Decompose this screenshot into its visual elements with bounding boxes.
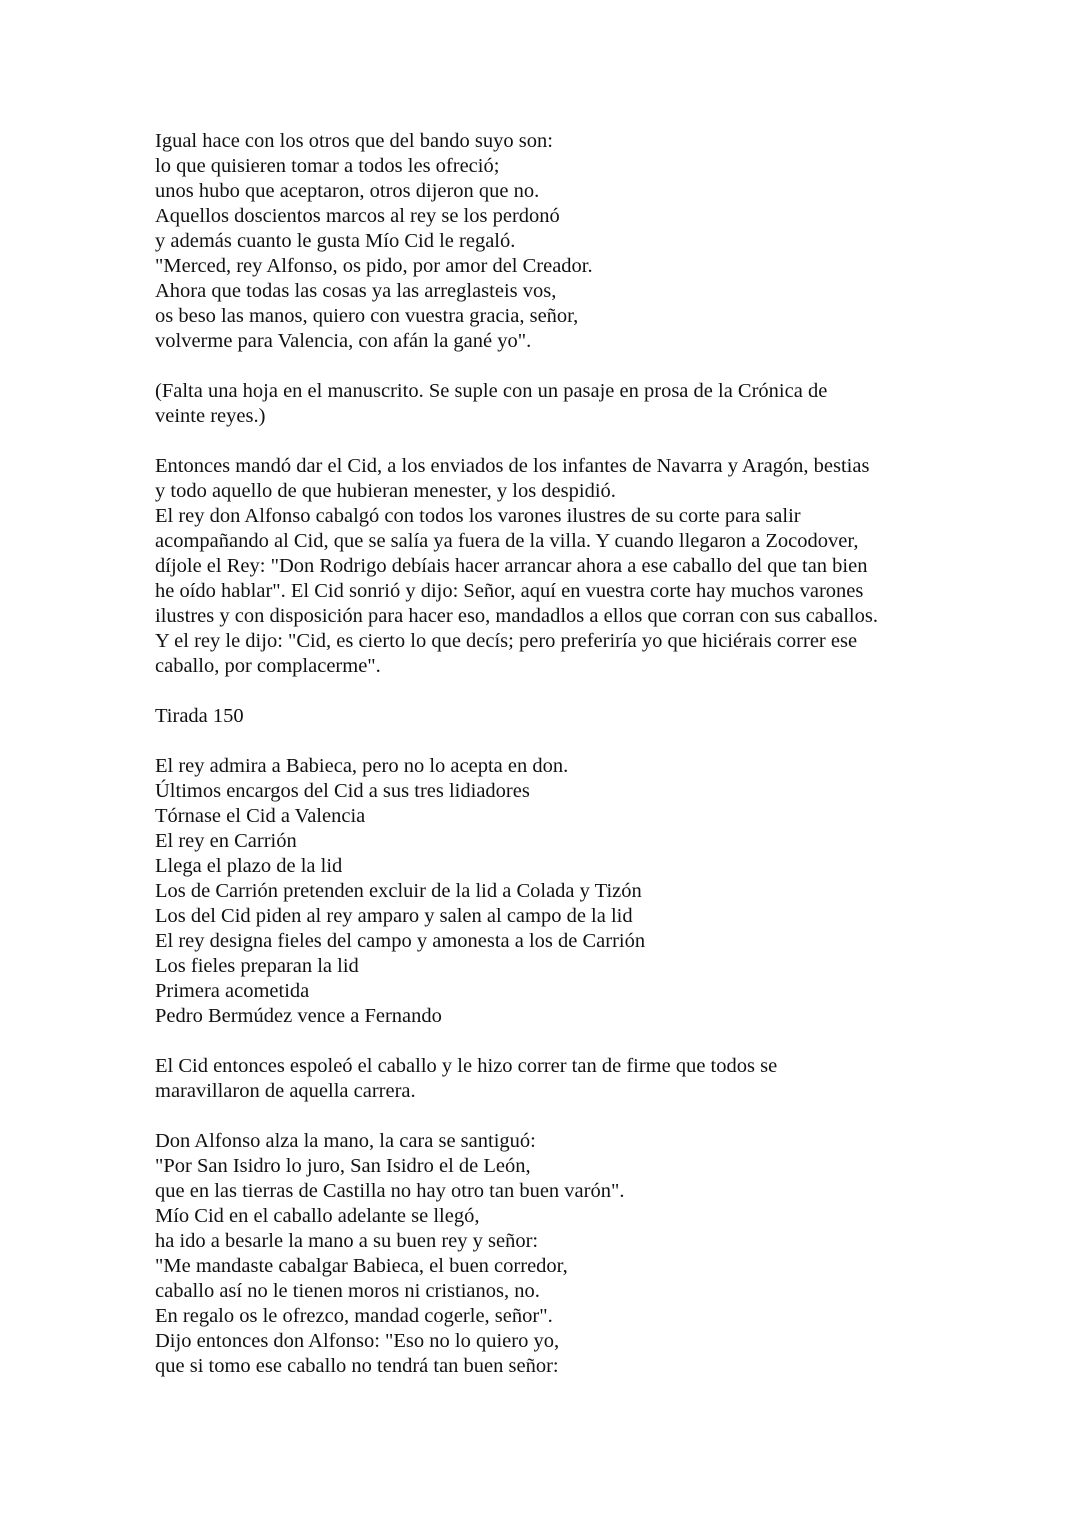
prose-line: Entonces mandó dar el Cid, a los enviados de los infantes de Navarra y Aragón, bestias [155, 455, 870, 477]
prose-block-2 [155, 1054, 945, 1104]
summary-item: Pedro Bermúdez vence a Fernando [155, 1005, 442, 1027]
summary-item: El rey designa fieles del campo y amonesta a los de Carrión [155, 930, 646, 952]
stanza-block-2 [155, 1129, 945, 1379]
verse-line: y además cuanto le gusta Mío Cid le regaló. [155, 230, 516, 252]
prose-block [155, 454, 945, 679]
verse-line: lo que quisieren tomar a todos les ofreció; [155, 155, 500, 177]
verse-line: Don Alfonso alza la mano, la cara se santiguó: [155, 1130, 536, 1152]
verse-line: Ahora que todas las cosas ya las arreglasteis vos, [155, 280, 557, 302]
prose-line: El rey don Alfonso cabalgó con todos los varones ilustres de su corte para salir [155, 505, 801, 527]
verse-line: "Merced, rey Alfonso, os pido, por amor del Creador. [155, 255, 593, 277]
stanza-block [155, 129, 945, 354]
verse-line: En regalo os le ofrezco, mandad cogerle, señor". [155, 1305, 553, 1327]
summary-list [155, 754, 945, 1029]
summary-item: Los del Cid piden al rey amparo y salen al campo de la lid [155, 905, 633, 927]
summary-item: El rey admira a Babieca, pero no lo acepta en don. [155, 755, 569, 777]
prose-line: díjole el Rey: "Don Rodrigo debíais hacer arrancar ahora a ese caballo del que tan bien [155, 555, 868, 577]
summary-item: Los de Carrión pretenden excluir de la lid a Colada y Tizón [155, 880, 642, 902]
prose-line: ilustres y con disposición para hacer eso, mandadlos a ellos que corran con sus caballos. [155, 605, 878, 627]
verse-line: ha ido a besarle la mano a su buen rey y señor: [155, 1230, 539, 1252]
verse-line: que en las tierras de Castilla no hay otro tan buen varón". [155, 1180, 625, 1202]
verse-line: Igual hace con los otros que del bando suyo son: [155, 130, 553, 152]
summary-item: Los fieles preparan la lid [155, 955, 359, 977]
manuscript-note [155, 379, 945, 429]
prose-line: caballo, por complacerme". [155, 655, 381, 677]
summary-item: Llega el plazo de la lid [155, 855, 343, 877]
verse-line: Aquellos doscientos marcos al rey se los perdonó [155, 205, 560, 227]
verse-line: caballo así no le tienen moros ni cristianos, no. [155, 1280, 540, 1302]
summary-item: El rey en Carrión [155, 830, 297, 852]
document-page [155, 129, 945, 1379]
verse-line: Dijo entonces don Alfonso: "Eso no lo quiero yo, [155, 1330, 560, 1352]
prose-line: Y el rey le dijo: "Cid, es cierto lo que decís; pero preferiría yo que hiciérais correr ese [155, 630, 858, 652]
note-line: veinte reyes.) [155, 405, 266, 427]
prose-line: maravillaron de aquella carrera. [155, 1080, 416, 1102]
verse-line: Mío Cid en el caballo adelante se llegó, [155, 1205, 480, 1227]
note-line: (Falta una hoja en el manuscrito. Se suple con un pasaje en prosa de la Crónica de [155, 380, 828, 402]
heading-text: Tirada 150 [155, 705, 244, 727]
prose-line: El Cid entonces espoleó el caballo y le hizo correr tan de firme que todos se [155, 1055, 778, 1077]
prose-line: y todo aquello de que hubieran menester, y los despidió. [155, 480, 616, 502]
section-heading [155, 704, 945, 729]
prose-line: acompañando al Cid, que se salía ya fuera de la villa. Y cuando llegaron a Zocodover, [155, 530, 859, 552]
summary-item: Primera acometida [155, 980, 310, 1002]
verse-line: os beso las manos, quiero con vuestra gracia, señor, [155, 305, 579, 327]
verse-line: unos hubo que aceptaron, otros dijeron que no. [155, 180, 540, 202]
prose-line: he oído hablar". El Cid sonrió y dijo: Señor, aquí en vuestra corte hay muchos varones [155, 580, 864, 602]
verse-line: "Me mandaste cabalgar Babieca, el buen corredor, [155, 1255, 568, 1277]
summary-item: Últimos encargos del Cid a sus tres lidiadores [155, 780, 530, 802]
verse-line: volverme para Valencia, con afán la gané yo". [155, 330, 532, 352]
summary-item: Tórnase el Cid a Valencia [155, 805, 366, 827]
verse-line: "Por San Isidro lo juro, San Isidro el de León, [155, 1155, 531, 1177]
verse-line: que si tomo ese caballo no tendrá tan buen señor: [155, 1355, 559, 1377]
